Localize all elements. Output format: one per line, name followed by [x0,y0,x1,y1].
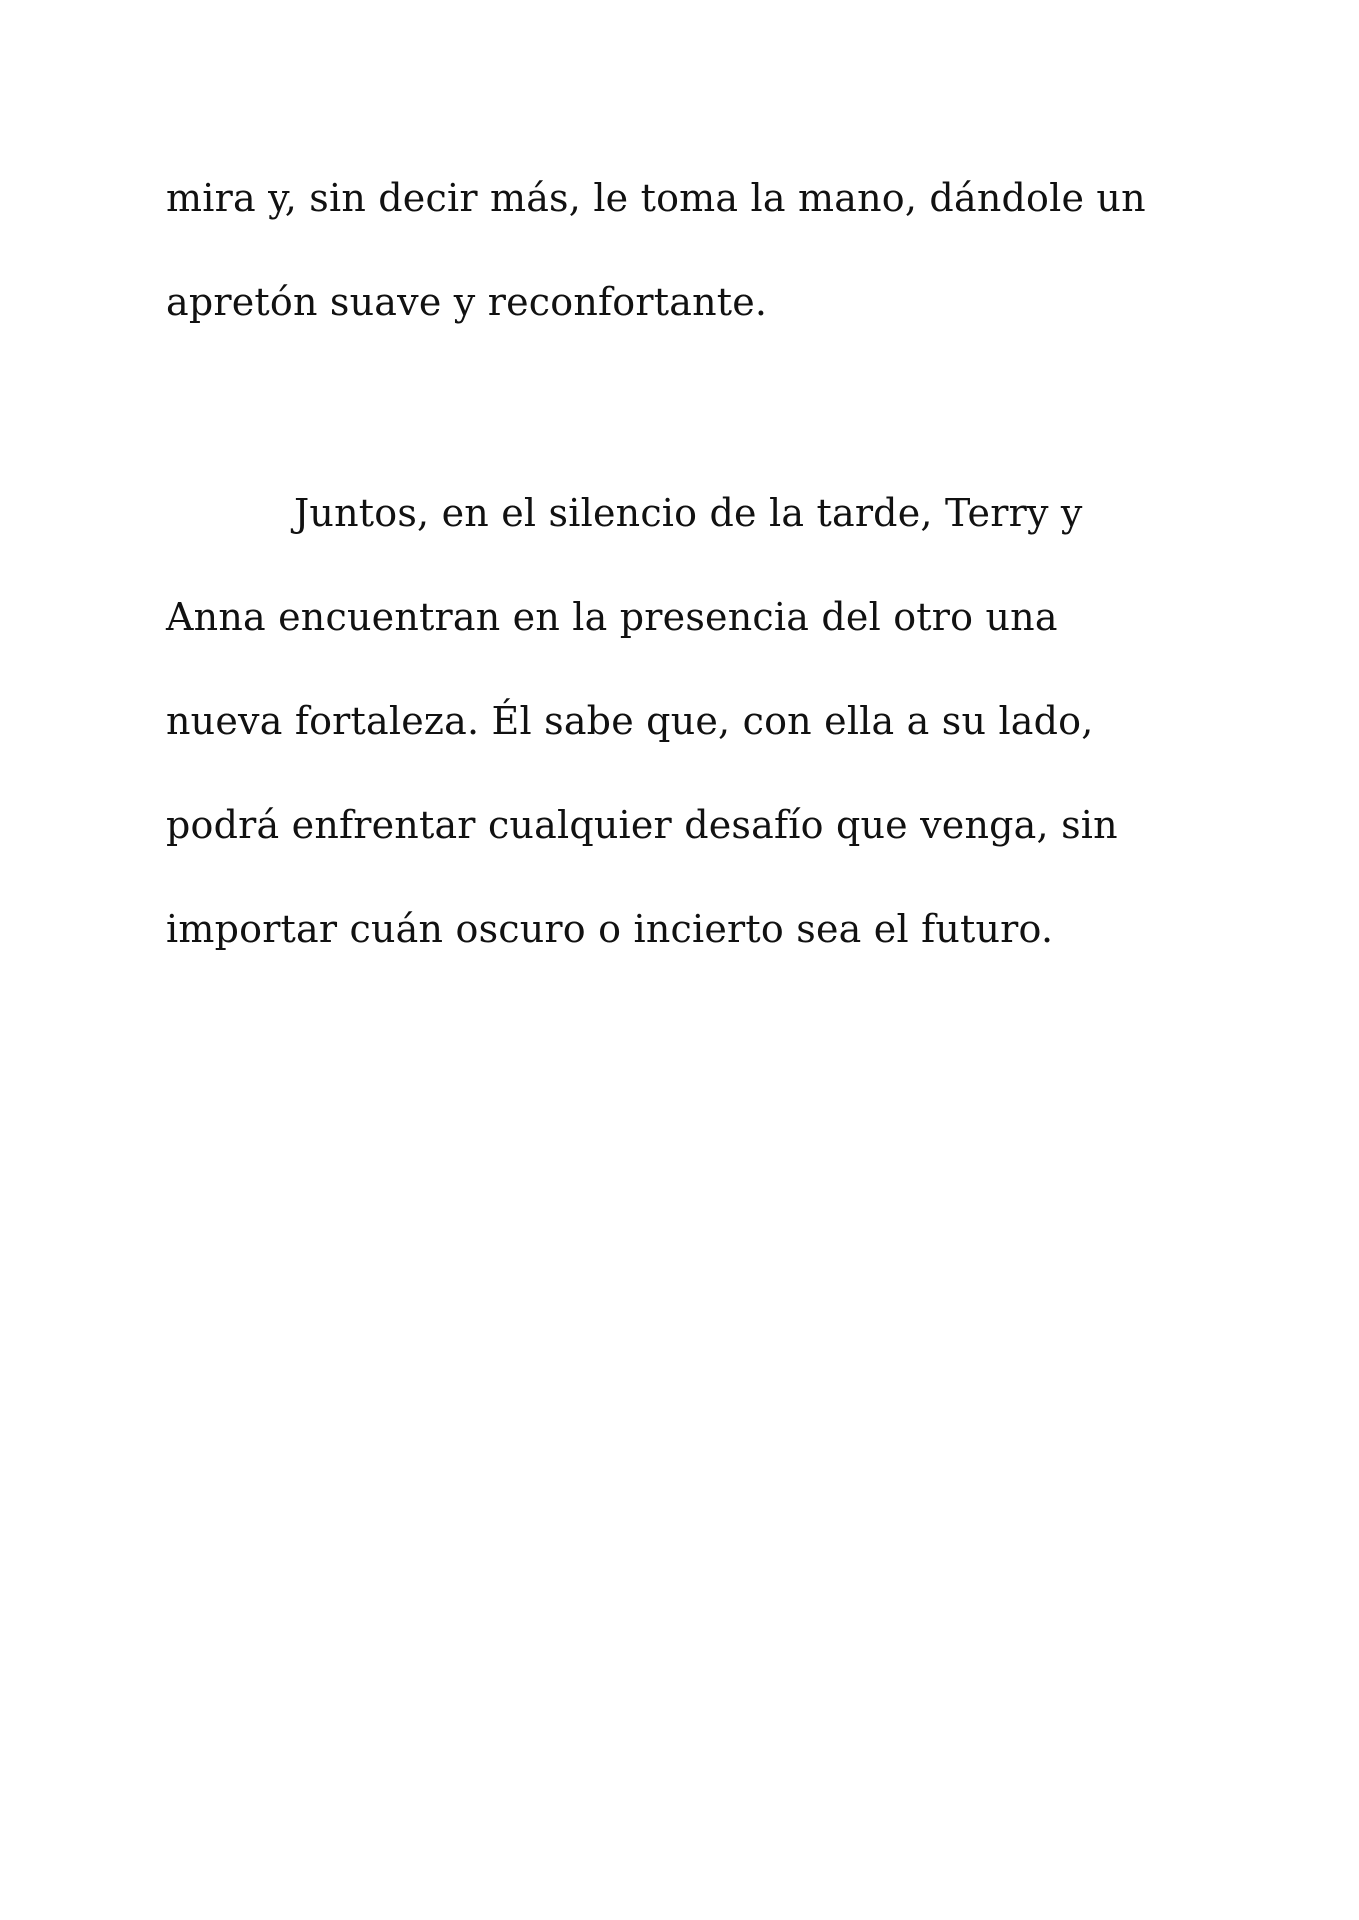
paragraph-line: apretón suave y reconfortante. [166,280,768,324]
paragraph-line: podrá enfrentar cualquier desafío que venga, sin [166,803,1118,847]
paragraph-line: Juntos, en el silencio de la tarde, Terry y [294,491,1083,535]
paragraph-line: Anna encuentran en la presencia del otro una [166,595,1058,639]
paragraph-line: nueva fortaleza. Él sabe que, con ella a su lado, [166,699,1094,743]
paragraph-line: importar cuán oscuro o incierto sea el futuro. [166,907,1054,951]
paragraph-line: mira y, sin decir más, le toma la mano, dándole un [166,176,1146,220]
